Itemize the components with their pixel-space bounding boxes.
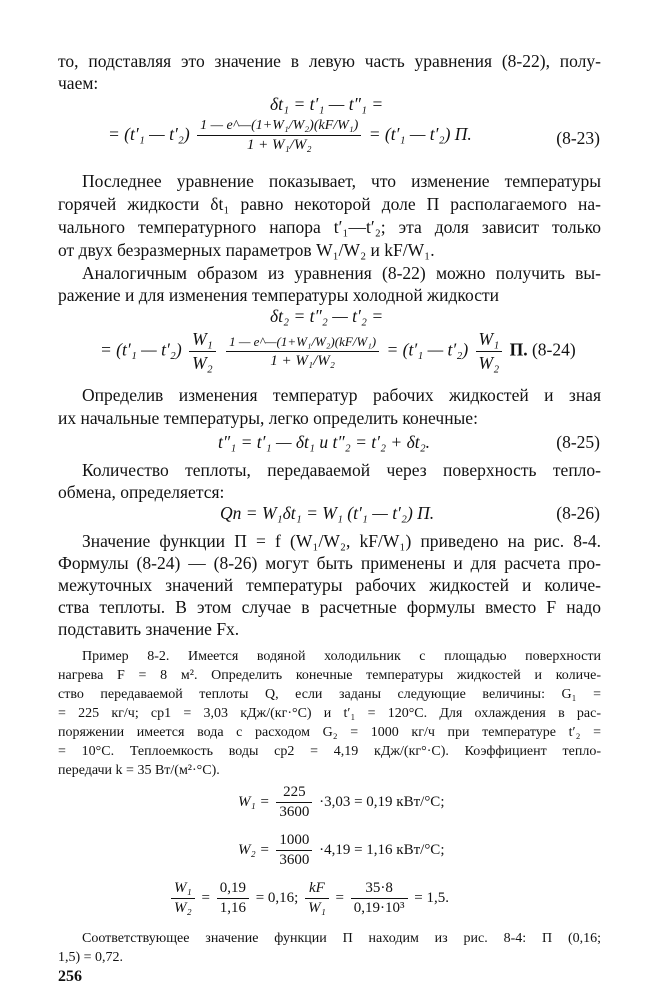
result-line: 1,5) = 0,72.: [58, 950, 124, 965]
paragraph-line: межуточных значений температуры рабочих жидкостей и количе-: [58, 575, 601, 595]
paragraph-line: Аналогичным образом из уравнения (8-22) можно получить вы-: [82, 263, 601, 283]
calc-mid: = 0,16;: [255, 889, 299, 906]
eq-numerator: 1 — e^—(1+W₁/W₂)(kF/W₁): [226, 334, 379, 352]
eq-denominator: 1 + W₁/W₂: [246, 137, 312, 153]
paragraph-line: Формулы (8-24) — (8-26) могут быть применены и для расчета про-: [58, 553, 601, 573]
calc-denominator: W₁: [308, 900, 326, 916]
paragraph-line: обмена, определяется:: [58, 482, 225, 502]
eq-denominator: W₂: [192, 353, 213, 373]
calc-fraction: [276, 784, 312, 821]
eq-fraction: [226, 334, 379, 370]
paragraph-line: ражение и для изменения температуры холодной жидкости: [58, 285, 499, 305]
example-line: нагрева F = 8 м². Определить конечные температуры жидкостей и количе-: [58, 668, 601, 683]
result-line: Соответствующее значение функции П находим из рис. 8-4: П (0,16;: [82, 931, 601, 946]
calc-denominator: 1,16: [219, 900, 246, 916]
example-line: = 10°С. Теплоемкость воды cp2 = 4,19 кДж/(кг°·С). Коэффициент тепло-: [58, 744, 601, 759]
example-line: передачи k = 35 Вт/(м²·°С).: [58, 763, 220, 778]
calc-numerator: kF: [305, 880, 329, 899]
paragraph-line: их начальные температуры, легко определить конечные:: [58, 408, 478, 428]
example-line: поряжении имеется вода с расходом G₂ = 1000 кг/ч при температуре t′₂ =: [58, 725, 601, 740]
equation-number: (8-24): [531, 339, 576, 360]
eq-numerator: W₁: [189, 329, 216, 352]
equation-number: (8-25): [556, 432, 600, 452]
calc-w2: [238, 832, 444, 869]
paragraph-line: Значение функции П = f (W₁/W₂, kF/W₁) приведено на рис. 8-4.: [82, 531, 601, 551]
paragraph-line: от двух безразмерных параметров W₁/W₂ и kF/W₁.: [58, 240, 435, 260]
paragraph-line: Количество теплоты, передаваемой через поверхность тепло-: [82, 460, 601, 480]
calc-fraction: [276, 832, 312, 869]
example-line: = 225 кг/ч; cp1 = 3,03 кДж/(кг·°С) и t′₁ = 120°С. Для охлаждения в рас-: [58, 706, 601, 721]
paragraph-line: чаем:: [58, 73, 99, 93]
paragraph-line: ства теплоты. В этом случае в расчетные формулы вместо F надо: [58, 597, 601, 617]
calc-denominator: 3600: [279, 852, 310, 868]
calc-end: = 1,5.: [414, 889, 449, 906]
equation-8-24: [100, 329, 576, 374]
calc-fraction: [171, 880, 195, 917]
calc-rhs: ·4,19 = 1,16 кВт/°С;: [319, 841, 445, 858]
eq-numerator: W₁: [476, 329, 503, 352]
page-number: 256: [58, 968, 82, 985]
paragraph-line: подставить значение Fx.: [58, 619, 240, 639]
calc-numerator: 0,19: [217, 880, 249, 899]
calc-fraction: [305, 880, 329, 917]
calc-w1: [238, 784, 444, 821]
equation-number: (8-23): [556, 128, 600, 148]
equation-number: (8-26): [556, 503, 600, 523]
calc-numerator: 35·8: [351, 880, 408, 899]
example-line: ство передаваемой теплоты Q, если заданы следующие величины: G₁ =: [58, 687, 601, 702]
paragraph-line: чального температурного напора t′₁—t′₂; эта доля зависит только: [58, 217, 601, 237]
eq-denominator: W₂: [478, 353, 500, 373]
paragraph-line: Последнее уравнение показывает, что изменение температуры: [82, 171, 601, 191]
calc-denominator: 3600: [279, 804, 310, 820]
eq-rhs: = (t′₁ — t′₂) П.: [368, 124, 472, 145]
paragraph-line: Определив изменения температур рабочих жидкостей и зная: [82, 385, 601, 405]
calc-numerator: 225: [276, 784, 312, 803]
eq-fraction: [476, 329, 503, 374]
equation-8-24-top: δt₂ = t″₂ — t′₂ =: [270, 306, 384, 326]
example-line: Пример 8-2. Имеется водяной холодильник с площадью поверхности: [82, 649, 601, 664]
calc-ratios: $\frac{\text{W₁}}{\text{W₂}}$ = $\frac{0,19}{1,16}$ = 0,16; $\frac{kF}{\text{W₁}}$ = $\frac{35\cdot 8}{\text{0,19·10³}}$ = 1,5.: [168, 880, 449, 917]
equation-8-25: t″₁ = t′₁ — δt₁ и t″₂ = t′₂ + δt₂.: [218, 432, 431, 452]
calc-rhs: ·3,03 = 0,19 кВт/°С;: [319, 793, 445, 810]
calc-numerator: 1000: [276, 832, 312, 851]
calc-lhs: W₂ =: [238, 841, 270, 858]
eq-fraction: [189, 329, 216, 374]
calc-fraction: [217, 880, 249, 917]
equation-8-26: Qп = W₁δt₁ = W₁ (t′₁ — t′₂) П.: [220, 503, 435, 523]
eq-fraction: [197, 118, 361, 154]
calc-numerator: W₁: [171, 880, 195, 899]
calc-lhs: W₁ =: [238, 793, 270, 810]
calc-fraction: [351, 880, 408, 917]
eq-lhs: = (t′₁ — t′₂): [100, 339, 182, 360]
paragraph-line: то, подставляя это значение в левую часть уравнения (8-22), полу-: [58, 51, 601, 71]
equation-8-23: [108, 118, 472, 154]
calc-denominator: 0,19·10³: [353, 900, 405, 916]
eq-lhs: = (t′₁ — t′₂): [108, 124, 190, 145]
calc-denominator: W₂: [174, 900, 192, 916]
paragraph-line: горячей жидкости δt₁ равно некоторой доле П располагаемого на-: [58, 194, 601, 214]
eq-end: П.: [509, 339, 528, 360]
eq-numerator: 1 — e^—(1+W₁/W₂)(kF/W₁): [197, 118, 361, 136]
eq-denominator: 1 + W₁/W₂: [270, 352, 335, 369]
eq-rhs: = (t′₁ — t′₂): [386, 339, 469, 360]
equation-8-23-top: δt₁ = t′₁ — t″₁ =: [270, 94, 384, 114]
